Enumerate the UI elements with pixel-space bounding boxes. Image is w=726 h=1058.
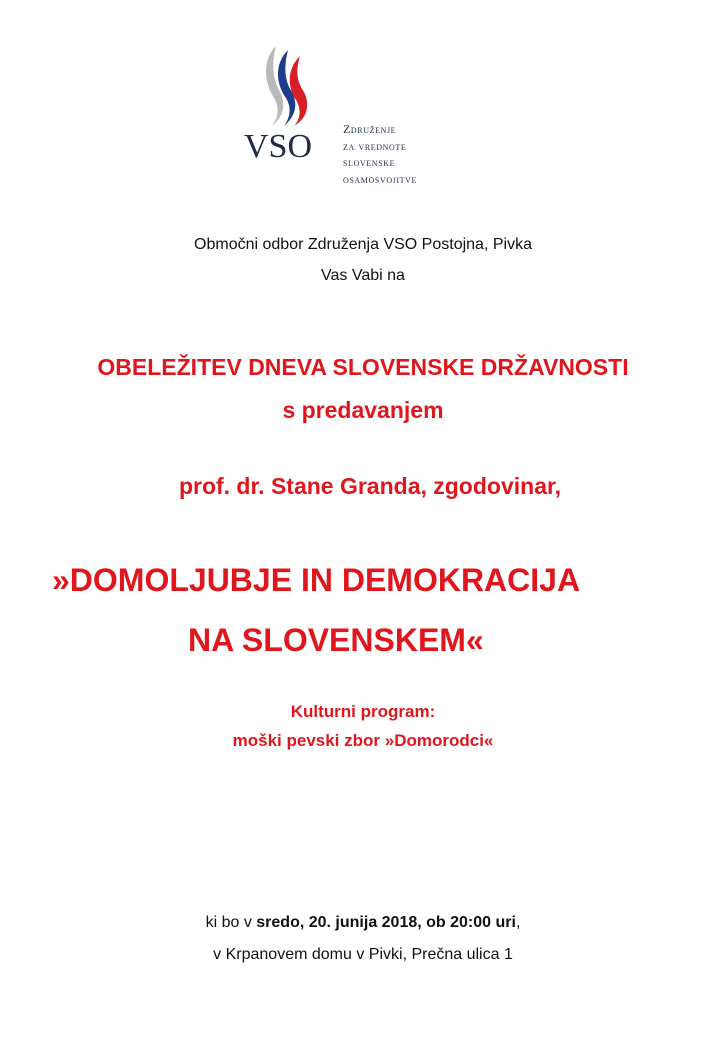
event-subtitle-line: s predavanjem [282,397,444,423]
event-date: sredo, 20. junija 2018, ob 20:00 uri [256,914,516,931]
invites-line: Vas Vabi na [321,267,405,284]
logo-text-line: osamosvojitve [343,171,418,186]
lecture-topic [52,550,580,670]
logo-text-line: Združenje [343,122,397,136]
invitation-intro [0,229,726,291]
date-suffix: , [515,914,521,931]
topic-line: NA SLOVENSKEM« [188,622,484,658]
event-venue: v Krpanovem domu v Pivki, Prečna ulica 1 [213,946,513,963]
event-details [0,907,726,971]
logo-organization-name [343,121,417,187]
logo-text-line: slovenske [343,155,396,169]
event-title [0,346,726,432]
logo-text-line: za vrednote [343,138,407,153]
date-prefix: ki bo v [205,914,257,931]
cultural-program [0,697,726,755]
cultural-program-performer: moški pevski zbor »Domorodci« [232,731,494,750]
logo-acronym: VSO [244,128,313,165]
event-date-line [0,907,726,939]
event-title-line: OBELEŽITEV DNEVA SLOVENSKE DRŽAVNOSTI [97,354,629,380]
organizer-line: Območni odbor Združenja VSO Postojna, Pivka [194,236,532,253]
lecturer-line: prof. dr. Stane Granda, zgodovinar, [178,473,562,499]
topic-line: »DOMOLJUBJE IN DEMOKRACIJA [52,562,581,598]
cultural-program-heading: Kulturni program: [290,702,436,721]
vso-logo-flame-icon [254,42,314,127]
